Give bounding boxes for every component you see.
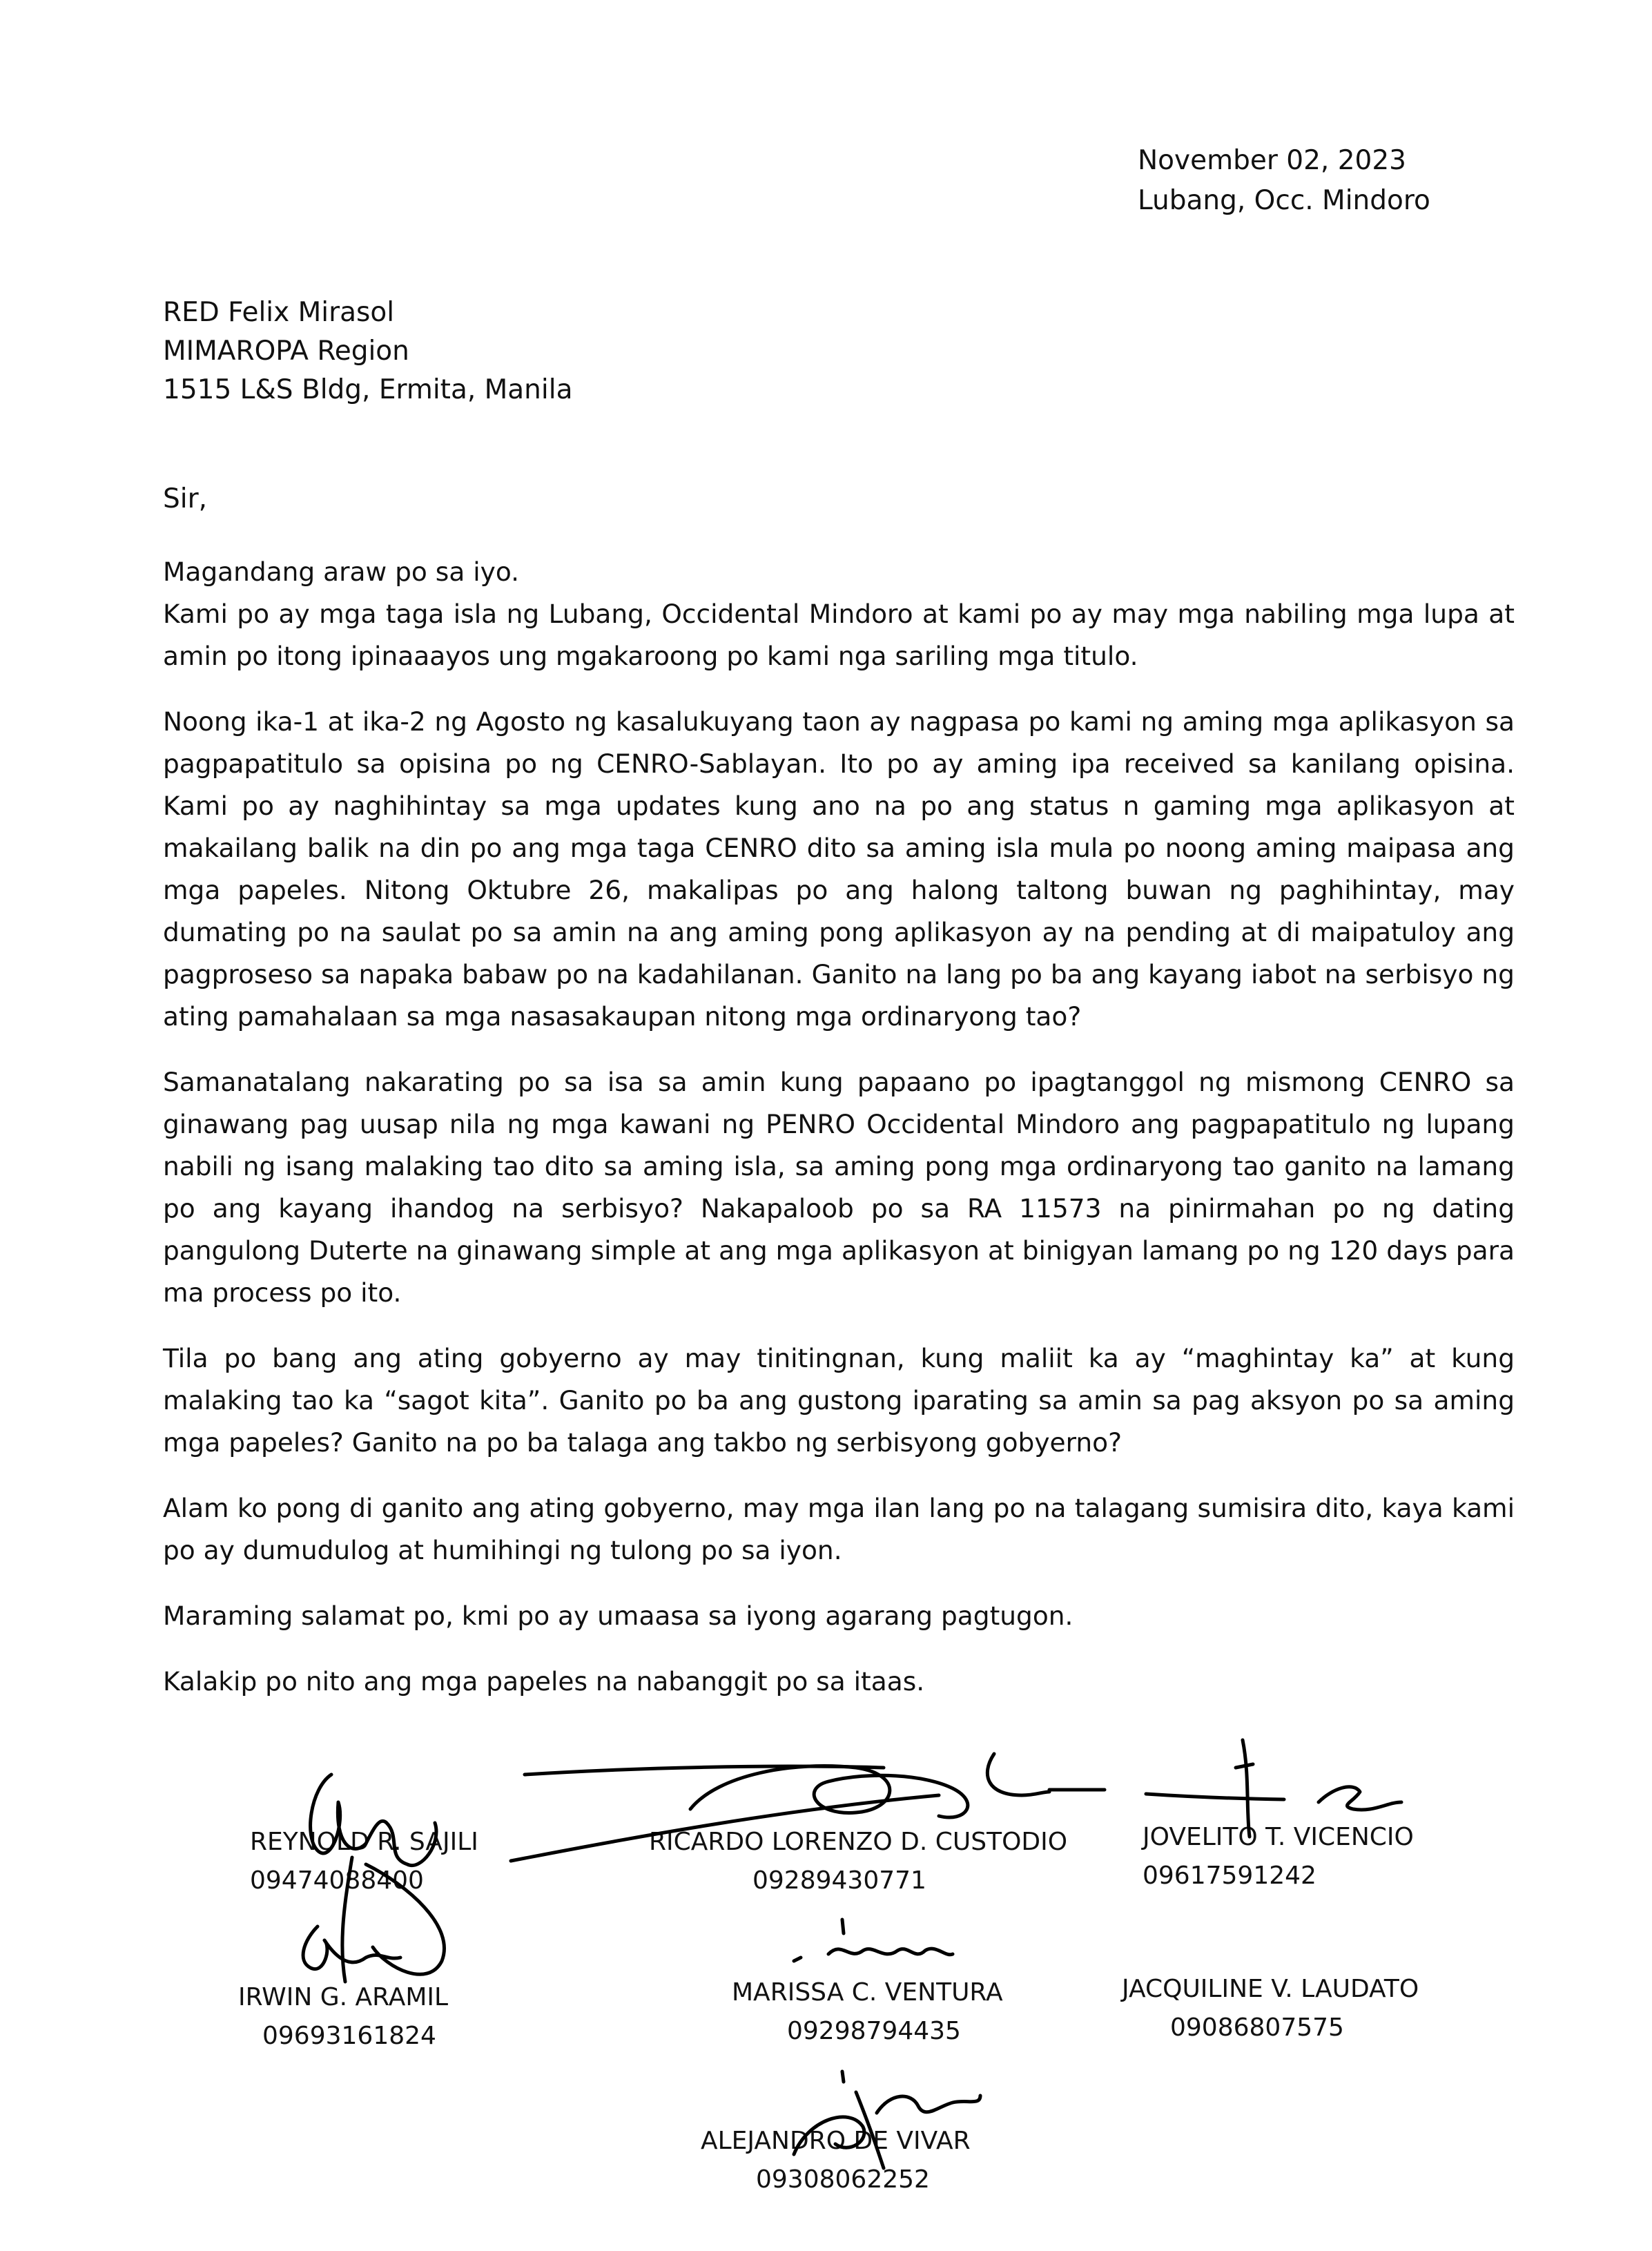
- date-place-block: [1138, 141, 1430, 221]
- signature-vicencio: [1215, 1733, 1408, 1844]
- addressee-region: MIMAROPA Region: [163, 336, 409, 367]
- body-paragraph-5: Alam ko pong di ganito ang ating gobyerno, may mga ilan lang po na talagang sumisira dito, kaya kami po ay dumudulog at humihingi ng tulong po sa iyon.: [163, 1493, 1515, 1565]
- signatory-name: JOVELITO T. VICENCIO: [1143, 1823, 1414, 1851]
- signatory-laudato: [1122, 1970, 1419, 2047]
- signatory-phone: 09474088400: [250, 1866, 424, 1895]
- signatory-ventura: [732, 1973, 1003, 2051]
- body-paragraph-3: Samanatalang nakarating po sa isa sa amin kung papaano po ipagtanggol ng mismong CENRO sa ginawang pag uusap nila ng mga kawani ng PENRO Occidental Mindoro ang pagpapatitulo ng lupang nabili ng isang malaking tao dito sa aming isla, sa aming pong mga ordinaryong tao ganito na lamang po ang kayang ihandog na serbisyo? Nakapaloob po sa RA 11573 na pinirmahan po ng dating pangulong Duterte na ginawang simple at ang mga aplikasyon at binigyan lamang po ng 120 days para ma process po ito.: [163, 1067, 1515, 1308]
- body-paragraph-6: Maraming salamat po, kmi po ay umaasa sa iyong agarang pagtugon.: [163, 1601, 1073, 1631]
- signatory-phone: 09617591242: [1143, 1862, 1316, 1890]
- signatory-name: MARISSA C. VENTURA: [732, 1978, 1003, 2007]
- addressee-block: [163, 293, 572, 409]
- signature-ventura: [787, 1913, 960, 1982]
- letter-place: Lubang, Occ. Mindoro: [1138, 185, 1430, 216]
- signatory-phone: 09086807575: [1170, 2013, 1344, 2042]
- salutation: Sir,: [163, 483, 208, 514]
- signature-aramil: [276, 1920, 414, 1982]
- signatory-phone: 09298794435: [787, 2017, 961, 2045]
- body-paragraph-7: Kalakip po nito ang mga papeles na nabanggit po sa itaas.: [163, 1666, 925, 1697]
- greeting: Magandang araw po sa iyo.: [163, 557, 520, 587]
- letter-body: [163, 551, 1515, 1726]
- signatory-name: IRWIN G. ARAMIL: [238, 1983, 449, 2011]
- body-paragraph-2: Noong ika-1 at ika-2 ng Agosto ng kasalukuyang taon ay nagpasa po kami ng aming mga aplikasyon sa pagpapatitulo sa opisina po ng CENRO-Sablayan. Ito po ay aming ipa received sa kanilang opisina. Kami po ay naghihintay sa mga updates kung ano na po ang status n gaming mga aplikasyon at makailang balik na din po ang mga taga CENRO dito sa aming isla mula po noong aming maipasa ang mga papeles. Nitong Oktubre 26, makalipas po ang halong taltong buwan ng paghihintay, may dumating po na saulat po sa amin na ang aming pong aplikasyon ay na pending at di maipatuloy ang pagproseso sa napaka babaw po na kadahilanan. Ganito na lang po ba ang kayang iabot na serbisyo ng ating pamahalaan sa mga nasasakaupan nitong mga ordinaryong tao?: [163, 706, 1515, 1032]
- signatory-phone: 09289430771: [752, 1866, 926, 1895]
- addressee-name: RED Felix Mirasol: [163, 297, 395, 328]
- body-paragraph-4: Tila po bang ang ating gobyerno ay may tinitingnan, kung maliit ka ay “maghintay ka” at kung malaking tao ka “sagot kita”. Ganito po ba ang gustong iparating sa amin sa pag aksyon po sa aming mga papeles? Ganito na po ba talaga ang takbo ng serbisyong gobyerno?: [163, 1343, 1515, 1458]
- signatory-name: ALEJANDRO DE VIVAR: [701, 2127, 971, 2155]
- body-paragraph-1: Kami po ay mga taga isla ng Lubang, Occidental Mindoro at kami po ay may mga nabiling mga lupa at amin po itong ipinaaayos ung mgakaroong po kami nga sariling mga titulo.: [163, 599, 1515, 671]
- letter-date: November 02, 2023: [1138, 145, 1406, 176]
- signatory-aramil: [238, 1978, 448, 2056]
- signatory-phone: 09693161824: [262, 2022, 436, 2050]
- signatory-name: RICARDO LORENZO D. CUSTODIO: [649, 1828, 1068, 1856]
- signature-de-vivar: [752, 2065, 1001, 2175]
- signatory-name: JACQUILINE V. LAUDATO: [1122, 1975, 1419, 2003]
- signatory-phone: 09308062252: [756, 2165, 930, 2194]
- addressee-address: 1515 L&S Bldg, Ermita, Manila: [163, 374, 573, 405]
- signatory-name: REYNOLD R. SAJILI: [250, 1828, 478, 1856]
